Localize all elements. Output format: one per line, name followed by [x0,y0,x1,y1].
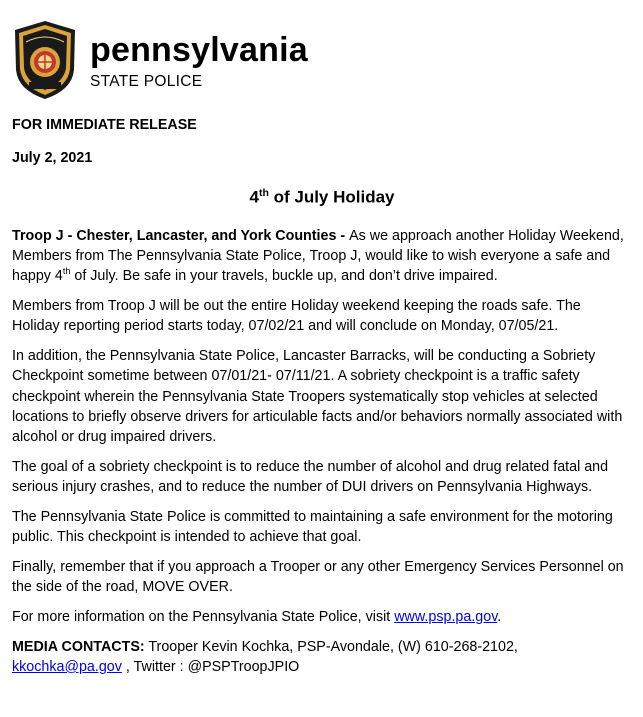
media-contacts-label: MEDIA CONTACTS: [12,638,145,655]
paragraph-1 [12,226,632,287]
psp-badge-logo [12,20,78,100]
header [10,20,630,100]
press-release-body [12,115,632,687]
media-contacts [12,637,632,677]
release-label: FOR IMMEDIATE RELEASE [12,117,197,133]
brand-name: pennsylvania [90,31,308,69]
title-suffix: th [258,187,269,200]
paragraph-3: In addition, the Pennsylvania State Police, Lancaster Barracks, will be conducting a Sobriety Checkpoint sometime between 07/01/21- 07/11/21. A sobriety checkpoint is a traffic safety checkpoint wherein the Pennsylvania State Troopers systematically stop vehicles at selected locations to briefly observe drivers for articulable facts and/or behaviors normally associated with alcohol or drug impaired drivers. [12,348,623,446]
release-date: July 2, 2021 [12,150,93,167]
paragraph-1-text2: of July. Be safe in your travels, buckle up, and don’t drive impaired. [70,268,498,285]
paragraph-7-end: . [497,608,502,625]
contact-email-link[interactable]: kkochka@pa.gov [12,658,122,675]
release-title [12,182,632,209]
paragraph-4: The goal of a sobriety checkpoint is to reduce the number of alcohol and drug related fatal and serious injury crashes, and to reduce the number of DUI drivers on Pennsylvania Highways. [12,458,609,496]
media-contacts-twitter: , Twitter : @PSPTroopJPIO [121,658,300,675]
paragraph-6: Finally, remember that if you approach a Trooper or any other Emergency Services Personnel on the side of the road, MOVE OVER. [12,558,624,596]
paragraph-1-sup: th [62,266,71,277]
title-number: 4 [249,188,259,208]
title-text: of July Holiday [268,188,395,208]
brand [90,32,308,91]
paragraph-5: The Pennsylvania State Police is committed to maintaining a safe environment for the motoring public. This checkpoint is intended to achieve that goal. [12,508,613,546]
paragraph-1-text: As we approach another Holiday Weekend, Members from The Pennsylvania State Police, Troop J, would like to wish everyone a safe and happy 4 [12,228,624,285]
brand-subtitle: STATE POLICE [90,73,203,90]
paragraph-7-text: For more information on the Pennsylvania State Police, visit [12,608,395,625]
paragraph-1-lead: Troop J - Chester, Lancaster, and York Counties - [12,228,350,245]
media-contacts-text: Trooper Kevin Kochka, PSP-Avondale, (W) 610-268-2102, [144,638,518,655]
paragraph-2: Members from Troop J will be out the entire Holiday weekend keeping the roads safe. The Holiday reporting period starts today, 07/02/21 and will conclude on Monday, 07/05/21. [12,298,581,335]
paragraph-7 [12,607,632,627]
psp-website-link[interactable]: www.psp.pa.gov [394,608,498,625]
